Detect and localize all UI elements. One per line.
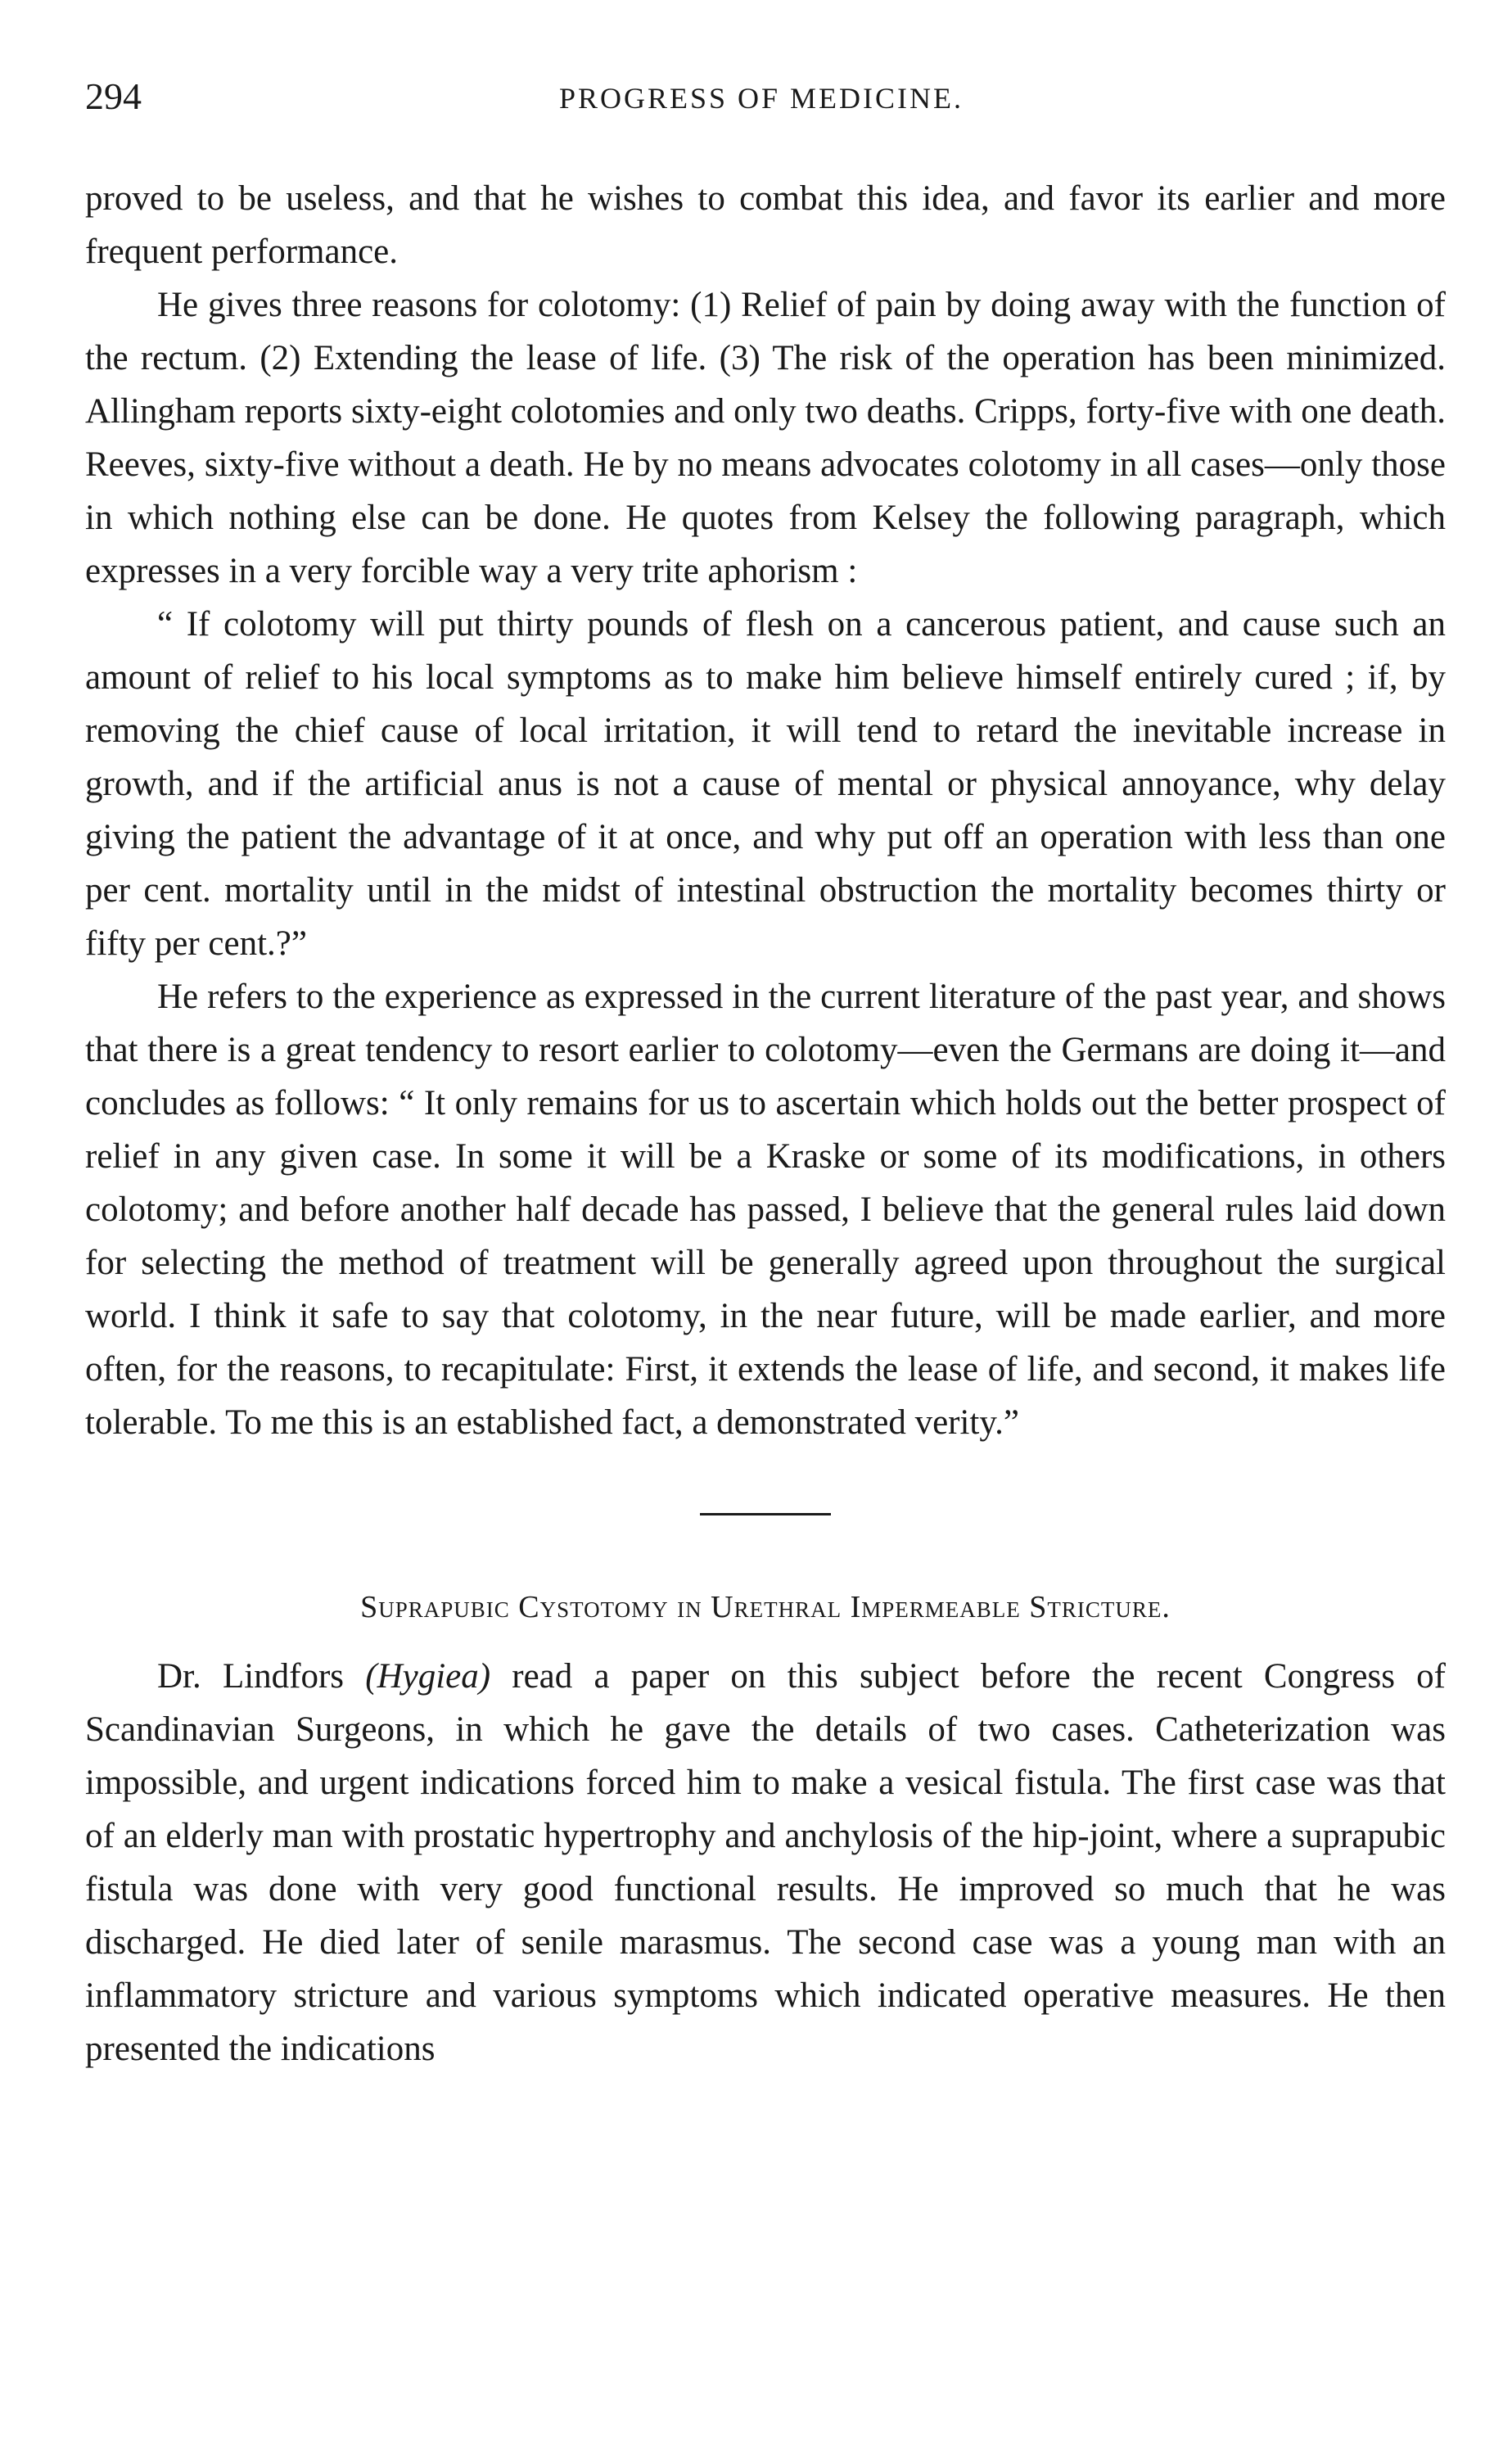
running-head	[82, 72, 1441, 129]
page-number: 294	[85, 75, 142, 117]
paragraph-kelsey-quote: “ If colotomy will put thirty pounds of flesh on a cancerous patient, and cause such an amount of relief to his local symptoms as to make him believe himself entirely cured ; if, by removing the chief cause of local irritation, it will tend to retard the inevitable increase in growth, and if the artificial anus is not a cause of mental or physical annoyance, why delay giving the patient the advantage of it at once, and why put off an operation with less than one per cent. mortality until in the midst of intestinal obstruction the mortality becomes thirty or fifty per cent.?”	[85, 605, 1446, 963]
section-divider	[700, 1513, 831, 1515]
page-body	[85, 172, 1446, 2075]
paragraph-body-text: read a paper on this subject before the recent Congress of Scandinavian Surgeons, in which he gave the details of two cases. Catheterization was impossible, and urgent indications forced him to make a vesical fistula. The first case was that of an elderly man with prostatic hypertrophy and anchylosis of the hip-joint, where a suprapubic fistula was done with very good functional results. He improved so much that he was discharged. He died later of senile marasmus. The second case was a young man with an inflammatory stricture and various symptoms which indicated operative measures. He then presented the indications	[85, 1657, 1446, 2068]
paragraph-lindfors	[85, 1650, 1446, 2075]
journal-citation: (Hygiea)	[365, 1657, 491, 1696]
paragraph-conclusion: He refers to the experience as expressed in the current literature of the past year, and shows that there is a great tendency to resort earlier to colotomy—even the Germans are doing it—and concludes as follows: “ It only remains for us to ascertain which holds out the better prospect of relief in any given case. In some it will be a Kraske or some of its modifications, in others colotomy; and before another half decade has passed, I believe that the general rules laid down for selecting the method of treatment will be generally agreed upon throughout the surgical world. I think it safe to say that colotomy, in the near future, will be made earlier, and more often, for the reasons, to recapitulate: First, it extends the lease of life, and second, it makes life tolerable. To me this is an established fact, a demonstrated verity.”	[85, 978, 1446, 1442]
paragraph-continuation: proved to be useless, and that he wishes to combat this idea, and favor its earlier and more frequent performance.	[85, 179, 1446, 271]
running-title: PROGRESS OF MEDICINE.	[558, 82, 964, 115]
paragraph-colotomy-reasons: He gives three reasons for colotomy: (1) Relief of pain by doing away with the function of the rectum. (2) Extending the lease of life. (3) The risk of the operation has been minimized. Allingham reports sixty-eight colotomies and only two deaths. Cripps, forty-five with one death. Reeves, sixty-five without a death. He by no means advocates colotomy in all cases—only those in which nothing else can be done. He quotes from Kelsey the following paragraph, which expresses in a very forcible way a very trite aphorism :	[85, 286, 1446, 590]
section-heading: Suprapubic Cystotomy in Urethral Impermeable Stricture.	[360, 1590, 1171, 1624]
paragraph-lead-text: Dr. Lindfors	[157, 1657, 366, 1696]
